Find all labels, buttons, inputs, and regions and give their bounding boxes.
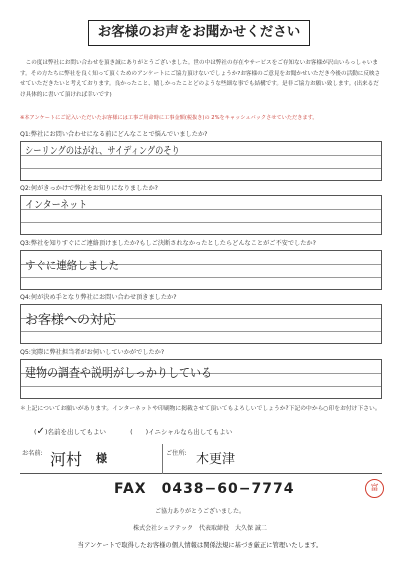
answer-2-text: インターネット	[25, 200, 88, 211]
answer-4-text: お客様への対応	[25, 313, 117, 328]
intro-paragraph: この度は弊社にお問い合わせを頂き誠にありがとうございました。世の中は弊社の存在やサービスをご存知ないお客様が沢山いらっしゃいます。その方たちに弊社を良く知って頂くためのアンケートにご協力頂けないでしょうか?お客様のご意見をお聞かせいただき今後の活動に反映させていただきたいと考えております。良かったこと、嬉しかったことどのような些細な事でも結構です。是非ご協力お願い致します。(出来るだけ具体的に書いて頂ければ幸いです)	[20, 60, 381, 98]
answer-4-box[interactable]	[20, 304, 382, 344]
page-title: お客様のお声をお聞かせください	[88, 20, 310, 46]
seal-stamp-icon: 富	[365, 479, 384, 498]
answer-2-box[interactable]	[20, 195, 382, 235]
answer-rule	[21, 331, 381, 332]
question-1	[20, 130, 382, 181]
question-5	[20, 348, 382, 399]
name-label: お名前:	[22, 450, 43, 457]
company-signature: 株式会社シェアテック 代表取締役 大久保 誠二	[133, 525, 267, 532]
privacy-disclaimer: 当アンケートで取得したお客様の個人情報は関係法規に基づき厳正に管理いたします。	[77, 542, 323, 549]
question-5-label: Q5:実際に弊社担当者がお伺いしていかがでしたか?	[20, 349, 165, 356]
cashback-note: ※本アンケートにご記入いただいたお客様には工事ご用命時に工事金額(税抜き)の 2%をキャッシュバックさせていただきます。	[20, 115, 318, 121]
choice-name-ok-label: 名前を出してもよい	[47, 428, 106, 436]
answer-rule	[21, 277, 381, 278]
question-4-label: Q4:何が決め手となり弊社にお問い合わせ頂きましたか?	[20, 294, 177, 301]
address-value[interactable]: 木更津	[196, 452, 236, 467]
choice-initial-ok-label: イニシャルなら出してもよい	[148, 428, 233, 436]
intro-text	[20, 58, 382, 100]
answer-1-box[interactable]	[20, 141, 382, 181]
answer-rule	[21, 168, 381, 169]
fax-number: FAX 0438−60−7774	[114, 481, 295, 497]
question-1-label: Q1:弊社にお問い合わせになる前にどんなことで悩んでいましたか?	[20, 131, 208, 138]
check-mark-icon: ✓	[36, 426, 45, 437]
answer-3-text: すぐに連絡しました	[25, 259, 120, 272]
answer-1-text: シーリングのはがれ、サイディングのそり	[25, 146, 180, 157]
question-4	[20, 293, 382, 344]
question-3-label: Q3:弊社を知りすぐにご連絡頂けましたか?もしご決断されなかったとしたらどんなことがご不安でしたか?	[20, 240, 316, 247]
answer-5-text: 建物の調査や説明がしっかりしている	[25, 365, 213, 380]
answer-rule	[21, 386, 381, 387]
publish-choices	[34, 426, 334, 437]
choice-initial-ok[interactable]: ( )イニシャルなら出してもよい	[130, 428, 233, 436]
question-2-label: Q2:何がきっかけで弊社をお知りになりましたか?	[20, 185, 158, 192]
name-value[interactable]: 河村	[50, 450, 83, 469]
divider	[162, 444, 163, 474]
name-address-section	[20, 444, 382, 474]
answer-3-box[interactable]	[20, 250, 382, 290]
question-2	[20, 184, 382, 235]
honorific-label: 様	[96, 452, 107, 465]
question-3	[20, 239, 382, 290]
address-label: ご住所:	[166, 450, 187, 457]
answer-rule	[21, 222, 381, 223]
thanks-text: ご協力ありがとうございました。	[154, 508, 245, 515]
answer-5-box[interactable]	[20, 359, 382, 399]
consent-request: ＊上記についてお願いがあります。インターネットや印刷物に掲載させて頂いてもよろしいでしょうか?下記の中から○印をお付け下さい。	[20, 406, 381, 412]
choice-name-ok[interactable]: (✓)名前を出してもよい	[34, 426, 106, 437]
